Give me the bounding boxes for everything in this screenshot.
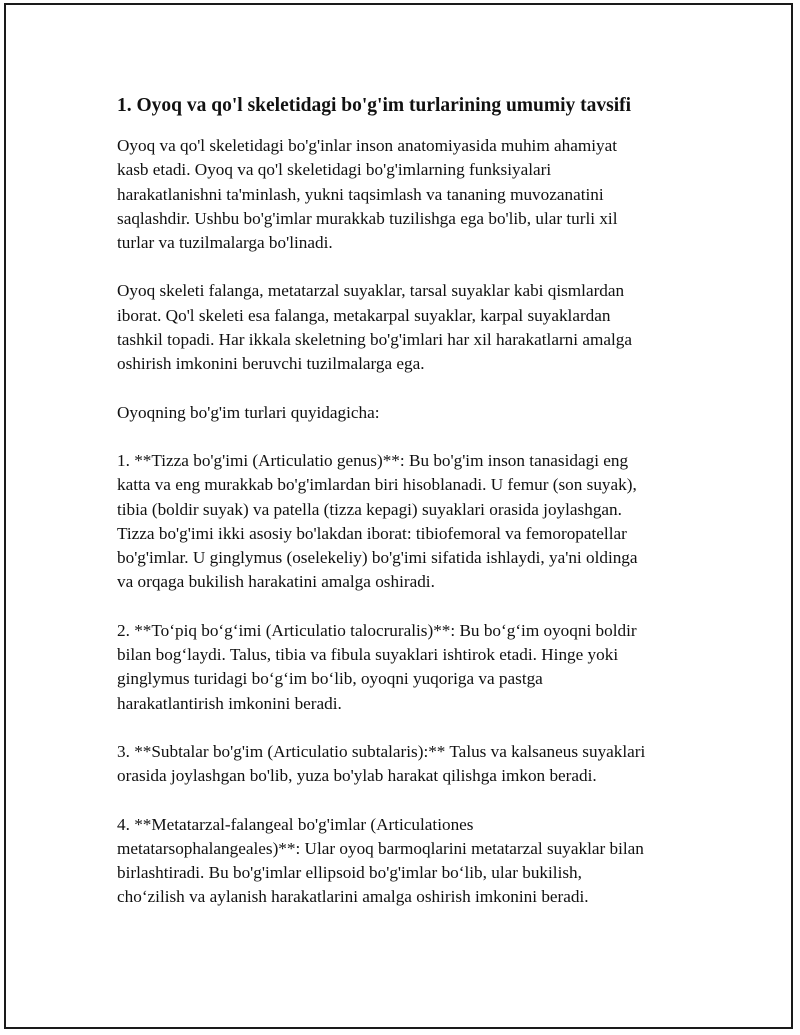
text-line: metatarsophalangeales)**: Ular oyoq barmoqlarini metatarzal suyaklar bilan xyxy=(117,838,644,858)
list-item-knee-joint xyxy=(117,449,697,595)
text-line: 1. **Tizza bo'g'imi (Articulatio genus)**: Bu bo'g'im inson tanasidagi eng xyxy=(117,450,629,470)
list-item-ankle-joint xyxy=(117,619,697,716)
paragraph-skeleton xyxy=(117,279,697,376)
text-line: oshirish imkonini beruvchi tuzilmalarga ega. xyxy=(117,354,425,374)
text-line: Oyoq va qo'l skeletidagi bo'g'inlar inson anatomiyasida muhim ahamiyat xyxy=(117,136,617,155)
text-line: ginglymus turidagi bo‘g‘im bo‘lib, oyoqni yuqoriga va pastga xyxy=(117,669,543,689)
paragraph-intro xyxy=(117,134,697,255)
list-item-metatarsophalangeal-joints xyxy=(117,813,697,910)
text-line: Oyoqning bo'g'im turlari quyidagicha: xyxy=(117,402,380,422)
text-line: bo'g'imlar. U ginglymus (oselekeliy) bo'g'imi sifatida ishlaydi, ya'ni oldinga xyxy=(117,548,638,568)
text-line: saqlashdir. Ushbu bo'g'imlar murakkab tuzilishga ega bo'lib, ular turli xil xyxy=(117,208,618,228)
text-line: Tizza bo'g'imi ikki asosiy bo'lakdan iborat: tibiofemoral va femoropatellar xyxy=(117,523,627,543)
text-line: katta va eng murakkab bo'g'imlardan biri hisoblanadi. U femur (son suyak), xyxy=(117,475,637,495)
text-line: 2. **To‘piq bo‘g‘imi (Articulatio talocruralis)**: Bu bo‘g‘im oyoqni boldir xyxy=(117,620,637,640)
text-line: birlashtiradi. Bu bo'g'imlar ellipsoid bo'g'imlar bo‘lib, ular bukilish, xyxy=(117,863,582,883)
text-line: va orqaga bukilish harakatini amalga oshiradi. xyxy=(117,572,435,592)
section-heading: 1. Oyoq va qo'l skeletidagi bo'g'im turlarining umumiy tavsifi xyxy=(117,95,632,116)
text-line: turlar va tuzilmalarga bo'linadi. xyxy=(117,233,333,253)
text-line: harakatlanishni ta'minlash, yukni taqsimlash va tananing muvozanatini xyxy=(117,184,604,204)
paragraph-list-intro xyxy=(117,401,697,425)
text-line: tashkil topadi. Har ikkala skeletning bo'g'imlari har xil harakatlarni amalga xyxy=(117,330,632,350)
text-line: Oyoq skeleti falanga, metatarzal suyaklar, tarsal suyaklar kabi qismlardan xyxy=(117,281,625,301)
text-line: kasb etadi. Oyoq va qo'l skeletidagi bo'g'imlarning funksiyalari xyxy=(117,160,552,180)
text-line: cho‘zilish va aylanish harakatlarini amalga oshirish imkonini beradi. xyxy=(117,887,589,907)
document-body xyxy=(117,92,697,934)
text-line: harakatlantirish imkonini beradi. xyxy=(117,693,342,713)
text-line: orasida joylashgan bo'lib, yuza bo'ylab harakat qilishga imkon beradi. xyxy=(117,766,597,786)
text-line: 3. **Subtalar bo'g'im (Articulatio subtalaris):** Talus va kalsaneus suyaklari xyxy=(117,741,646,761)
text-line: bilan bog‘laydi. Talus, tibia va fibula suyaklari ishtirok etadi. Hinge yoki xyxy=(117,645,619,665)
text-line: 4. **Metatarzal-falangeal bo'g'imlar (Articulationes xyxy=(117,814,474,834)
list-item-subtalar-joint xyxy=(117,740,697,789)
text-line: iborat. Qo'l skeleti esa falanga, metakarpal suyaklar, karpal suyaklardan xyxy=(117,305,611,325)
text-line: tibia (boldir suyak) va patella (tizza kepagi) suyaklari orasida joylashgan. xyxy=(117,499,622,519)
